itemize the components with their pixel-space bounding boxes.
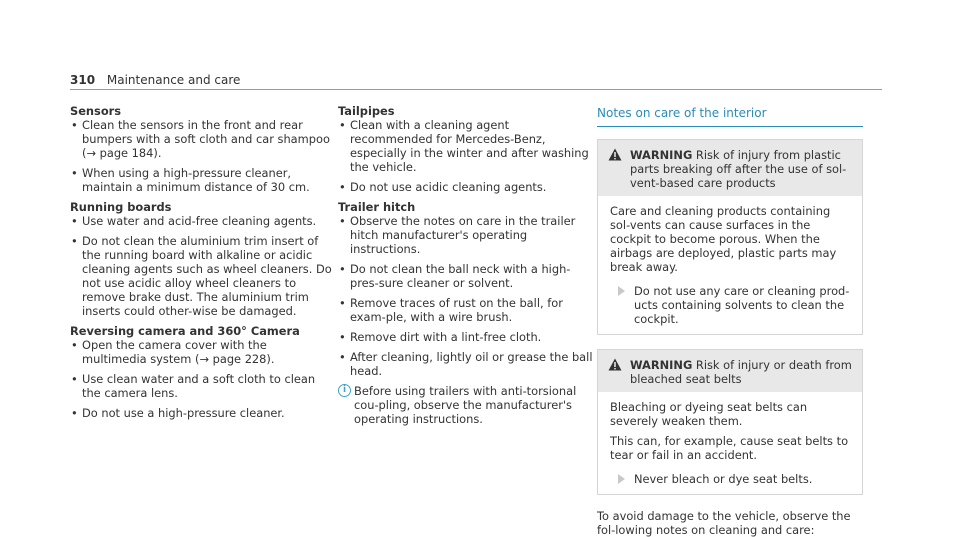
warning-label: WARNING [630,358,693,372]
warning-text: Bleaching or dyeing seat belts can severely weaken them. [610,400,808,428]
page-header [70,73,240,87]
list-item: • Do not clean the ball neck with a high-pres-sure cleaner or solvent. [338,262,594,290]
list-item: • Remove dirt with a lint-free cloth. [338,330,594,344]
tailpipes-heading: Tailpipes [338,104,395,118]
list-item: • Clean with a cleaning agent recommended for Mercedes-Benz, especially in the winter and after washing the vehicle. [338,118,594,174]
list-item: • Do not use a high-pressure cleaner. [70,406,332,420]
info-icon: i [338,384,351,397]
list-item: • Use clean water and a soft cloth to clean the camera lens. [70,372,332,400]
tip-note [338,384,594,426]
warning-body [598,392,862,494]
section-name: Maintenance and care [106,73,241,87]
list-item: • After cleaning, lightly oil or grease the ball head. [338,350,594,378]
camera-list [70,338,332,420]
column-right [597,102,863,537]
list-item: • Observe the notes on care in the trailer hitch manufacturer's operating instructions. [338,214,594,256]
trailer-hitch-heading: Trailer hitch [338,200,416,214]
warning-action [610,472,850,486]
list-item: • Open the camera cover with the multimedia system (→ page 228). [70,338,332,366]
warning-text: Care and cleaning products containing sol-vents can cause surfaces in the cockpit to become porous. When the airbags are deployed, plastic parts may break away. [610,204,837,274]
column-left [70,102,332,426]
interior-care-title: Notes on care of the interior [597,106,863,127]
camera-heading: Reversing camera and 360° Camera [70,324,300,338]
warning-box-seat-belts [597,349,863,495]
warning-triangle-icon [608,358,622,371]
warning-body [598,196,862,334]
list-item: • Clean the sensors in the front and rear bumpers with a soft cloth and car shampoo (→ page 184). [70,118,332,160]
warning-box-plastic [597,139,863,335]
list-item: • Remove traces of rust on the ball, for exam-ple, with a wire brush. [338,296,594,324]
tailpipes-list [338,118,594,194]
sensors-heading: Sensors [70,104,122,118]
action-text: Never bleach or dye seat belts. [634,472,813,486]
trailer-hitch-list [338,214,594,378]
list-item: • Do not clean the aluminium trim insert of the running board with alkaline or acidic cleaning agents such as wheel cleaners. Do not use acidic alloy wheel cleaners to remove brake dust. The aluminium trim inserts could other-wise be damaged. [70,234,332,318]
warning-triangle-icon [608,148,622,161]
header-rule [70,89,882,90]
column-middle [338,102,594,426]
running-boards-list [70,214,332,318]
warning-label: WARNING [630,148,693,162]
list-item: • Do not use acidic cleaning agents. [338,180,594,194]
running-boards-heading: Running boards [70,200,172,214]
warning-header [598,140,862,196]
warning-header [598,350,862,392]
warning-heading: Risk of injury or death from bleached seat belts [630,358,852,386]
tip-text: Before using trailers with anti-torsional cou-pling, observe the manufacturer's operating instructions. [354,384,577,426]
action-text: Do not use any care or cleaning prod-ucts containing solvents to clean the cockpit. [634,284,850,326]
warning-heading: Risk of injury from plastic parts breaking off after the use of sol-vent-based care products [630,148,847,190]
warning-action [610,284,850,326]
page-number: 310 [70,73,96,87]
action-arrow-icon [618,474,625,484]
closing-paragraph: To avoid damage to the vehicle, observe the fol-lowing notes on cleaning and care: [597,509,851,537]
sensors-list [70,118,332,194]
warning-text: This can, for example, cause seat belts to tear or fail in an accident. [610,434,849,462]
list-item: • Use water and acid-free cleaning agents. [70,214,332,228]
list-item: • When using a high-pressure cleaner, maintain a minimum distance of 30 cm. [70,166,332,194]
action-arrow-icon [618,286,625,296]
